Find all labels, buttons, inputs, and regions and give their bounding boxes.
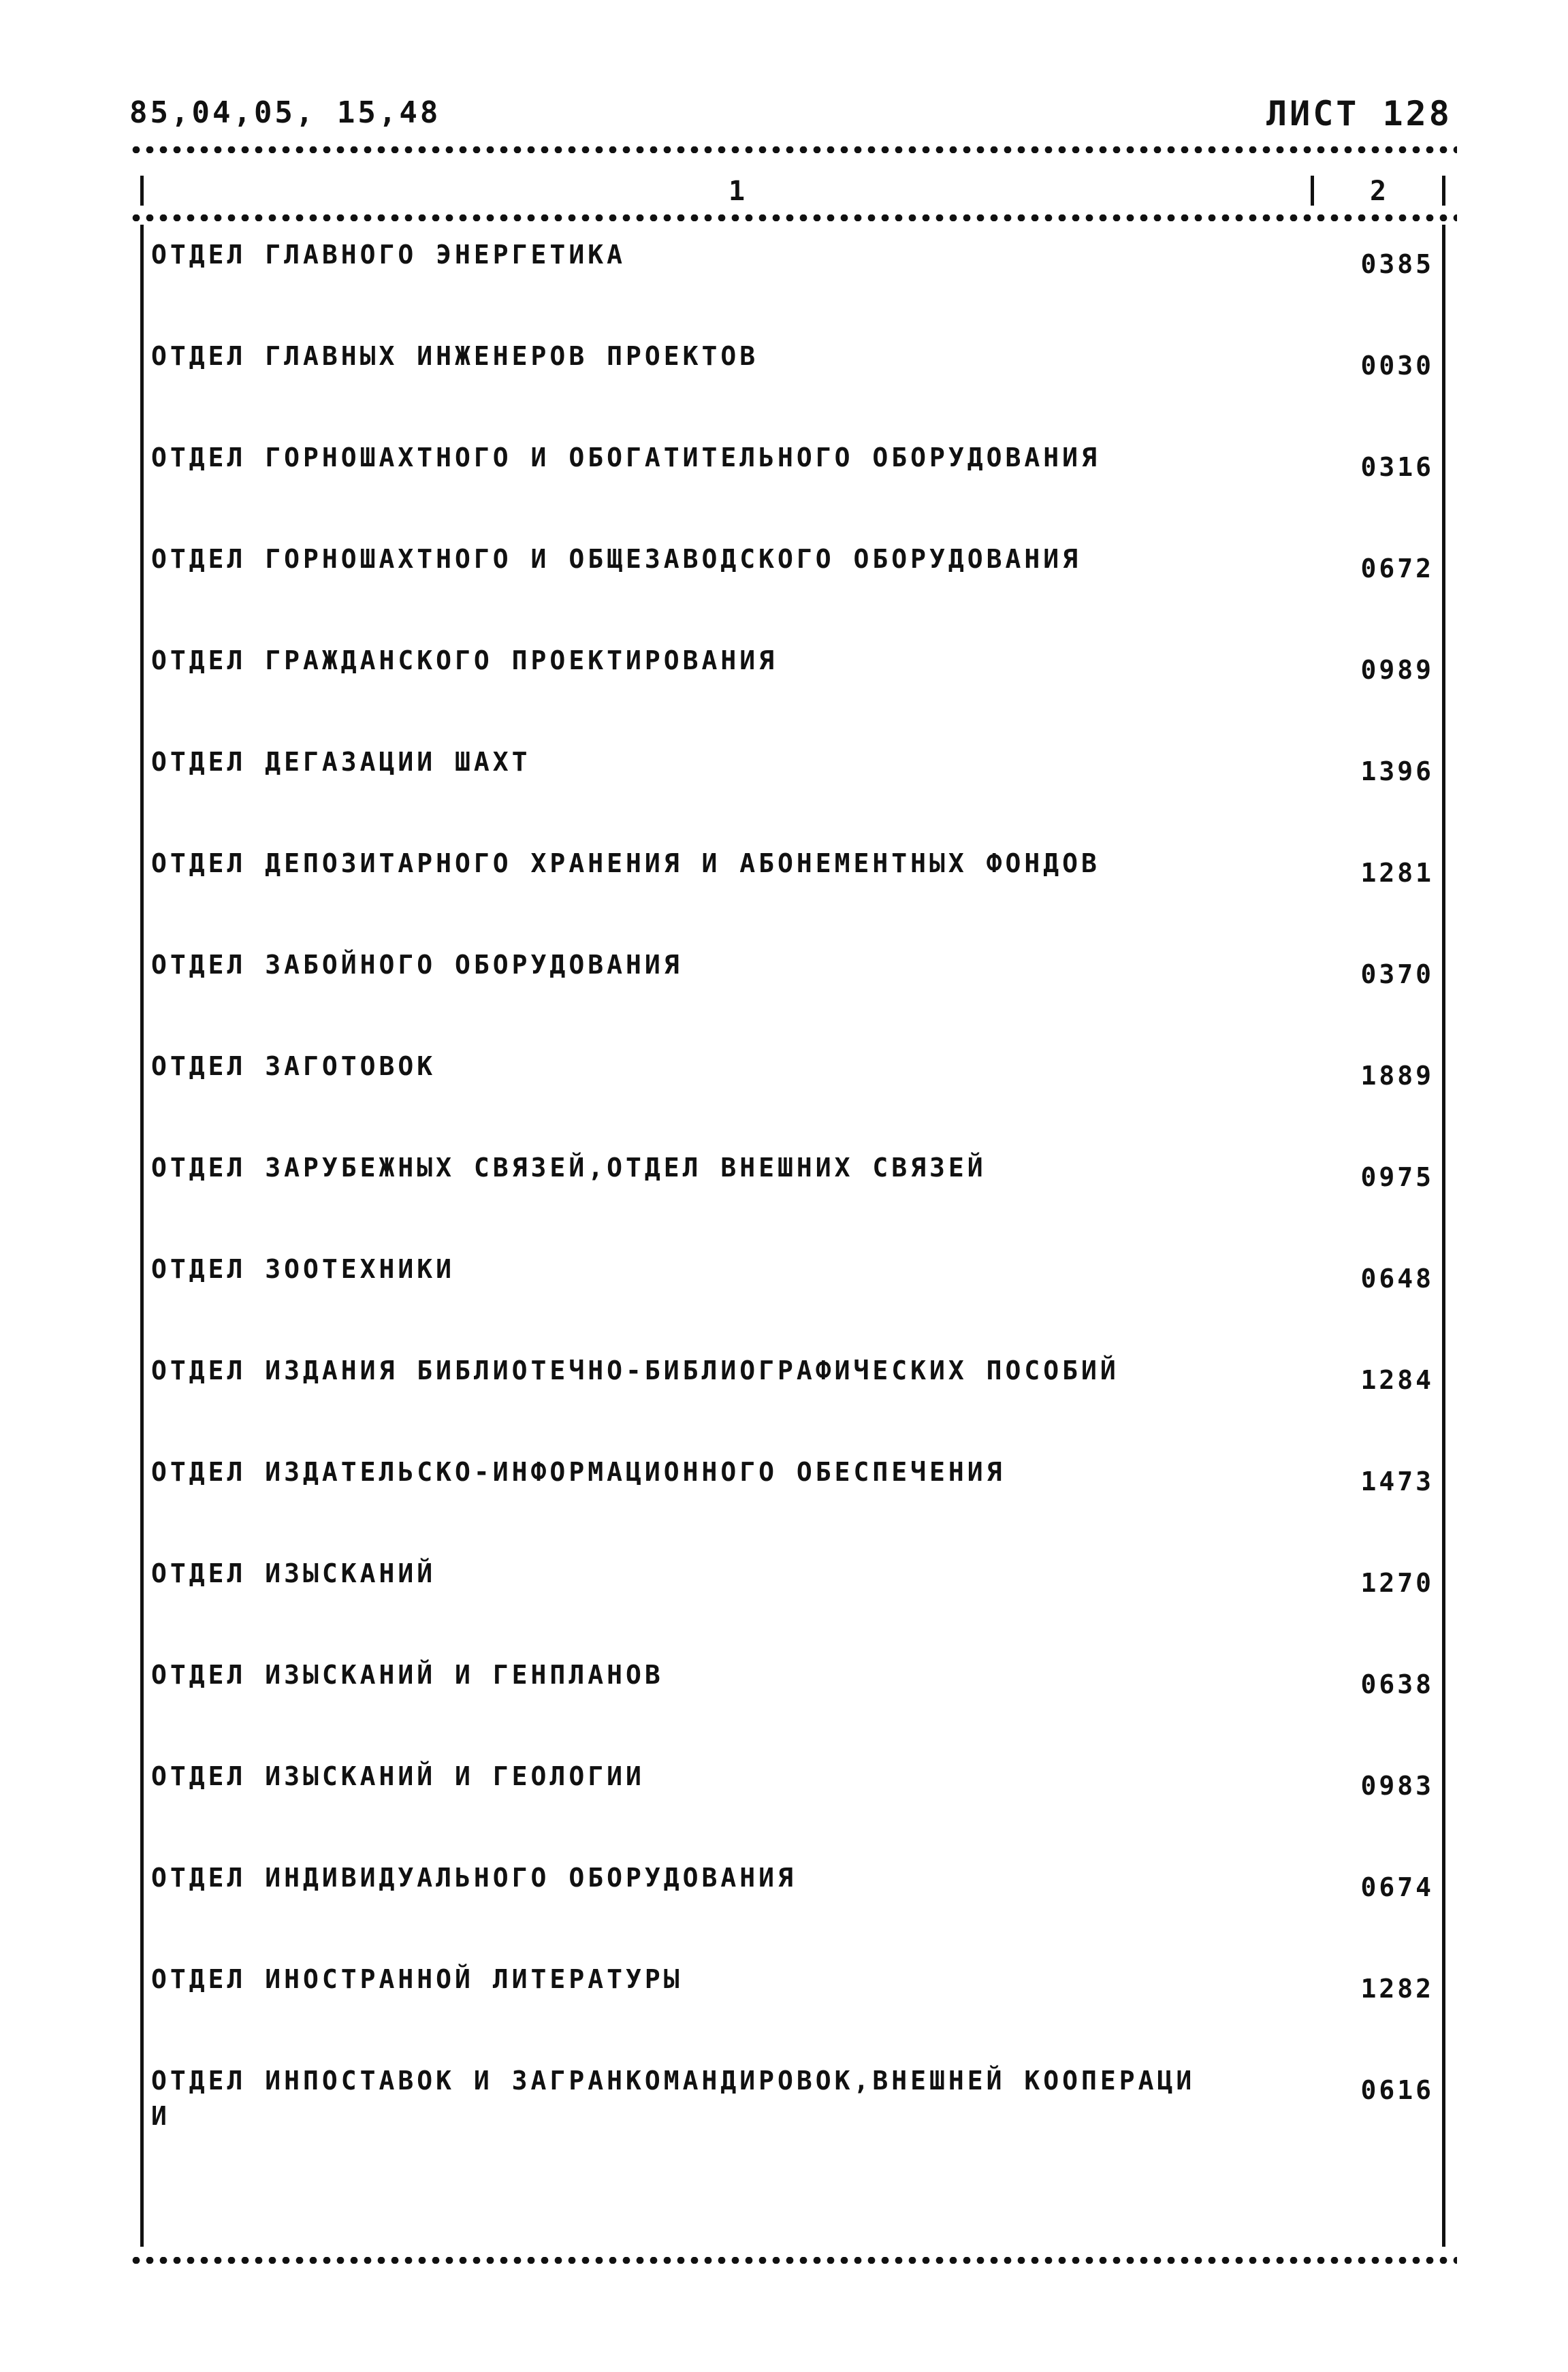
table-row [151,1043,1438,1144]
table-row [151,1347,1438,1449]
table-row [151,333,1438,434]
table-row [151,739,1438,840]
department-code: 0674 [1360,1872,1434,1902]
department-code: 1270 [1360,1568,1434,1598]
table-row [151,434,1438,536]
department-code: 1281 [1360,858,1434,888]
department-name: ОТДЕЛ ИНОСТРАННОЙ ЛИТЕРАТУРЫ [151,1964,683,1994]
table-row [151,1550,1438,1652]
department-code: 0370 [1360,959,1434,989]
department-name: ОТДЕЛ ИНПОСТАВОК И ЗАГРАНКОМАНДИРОВОК,ВНЕШНЕЙ КООПЕРАЦИ И [151,2066,1196,2131]
column-separator [1311,176,1314,206]
asterisk-divider [129,214,1457,221]
department-name: ОТДЕЛ ЗАБОЙНОГО ОБОРУДОВАНИЯ [151,950,683,980]
department-name: ОТДЕЛ ГОРНОШАХТНОГО И ОБОГАТИТЕЛЬНОГО ОБОРУДОВАНИЯ [151,443,1100,472]
department-code: 0975 [1360,1162,1434,1192]
department-code: 0672 [1360,554,1434,583]
department-name: ОТДЕЛ ГОРНОШАХТНОГО И ОБЩЕЗАВОДСКОГО ОБОРУДОВАНИЯ [151,544,1082,574]
table-row [151,840,1438,942]
department-name: ОТДЕЛ ЗАРУБЕЖНЫХ СВЯЗЕЙ,ОТДЕЛ ВНЕШНИХ СВЯЗЕЙ [151,1153,987,1183]
table-row [151,231,1438,333]
department-name: ОТДЕЛ ИНДИВИДУАЛЬНОГО ОБОРУДОВАНИЯ [151,1863,797,1893]
column-separator [140,176,144,206]
department-name: ОТДЕЛ ГРАЖДАНСКОГО ПРОЕКТИРОВАНИЯ [151,645,778,675]
department-name: ОТДЕЛ ИЗЫСКАНИЙ [151,1558,436,1588]
department-code: 1473 [1360,1467,1434,1496]
department-code: 0638 [1360,1669,1434,1699]
table-row [151,1753,1438,1855]
department-name: ОТДЕЛ ИЗЫСКАНИЙ И ГЕОЛОГИИ [151,1761,645,1791]
department-name: ОТДЕЛ ЗООТЕХНИКИ [151,1254,455,1284]
department-name: ОТДЕЛ ЗАГОТОВОК [151,1051,436,1081]
department-code: 0030 [1360,351,1434,381]
department-code: 0989 [1360,655,1434,685]
table-left-border [140,225,144,2247]
column-header-1: 1 [729,176,746,207]
department-code: 0648 [1360,1264,1434,1294]
column-header-2: 2 [1370,176,1387,207]
table-row [151,536,1438,637]
department-name: ОТДЕЛ ДЕГАЗАЦИИ ШАХТ [151,747,531,777]
table-row [151,1652,1438,1753]
table-row [151,1144,1438,1246]
department-table [151,231,1438,2159]
department-code: 0385 [1360,249,1434,279]
table-row [151,1956,1438,2057]
asterisk-divider [129,146,1457,153]
department-name: ОТДЕЛ ГЛАВНОГО ЭНЕРГЕТИКА [151,240,626,270]
department-code: 0616 [1360,2075,1434,2105]
table-right-border [1442,225,1445,2247]
department-code: 0316 [1360,452,1434,482]
table-row [151,942,1438,1043]
column-separator [1442,176,1445,206]
department-code: 1284 [1360,1365,1434,1395]
department-code: 0983 [1360,1771,1434,1801]
table-row [151,1449,1438,1550]
print-timestamp: 85,04,05, 15,48 [129,95,441,130]
asterisk-divider [129,2257,1457,2264]
sheet-number: ЛИСТ 128 [1266,94,1452,133]
department-name: ОТДЕЛ ДЕПОЗИТАРНОГО ХРАНЕНИЯ И АБОНЕМЕНТНЫХ ФОНДОВ [151,848,1100,878]
department-name: ОТДЕЛ ГЛАВНЫХ ИНЖЕНЕРОВ ПРОЕКТОВ [151,341,759,371]
department-code: 1396 [1360,756,1434,786]
department-name: ОТДЕЛ ИЗДАТЕЛЬСКО-ИНФОРМАЦИОННОГО ОБЕСПЕЧЕНИЯ [151,1457,1006,1487]
department-name: ОТДЕЛ ИЗДАНИЯ БИБЛИОТЕЧНО-БИБЛИОГРАФИЧЕСКИХ ПОСОБИЙ [151,1356,1119,1385]
table-row [151,1855,1438,1956]
department-name: ОТДЕЛ ИЗЫСКАНИЙ И ГЕНПЛАНОВ [151,1660,664,1690]
department-code: 1282 [1360,1974,1434,2004]
table-row [151,637,1438,739]
table-row [151,1246,1438,1347]
table-row [151,2057,1438,2159]
department-code: 1889 [1360,1061,1434,1091]
